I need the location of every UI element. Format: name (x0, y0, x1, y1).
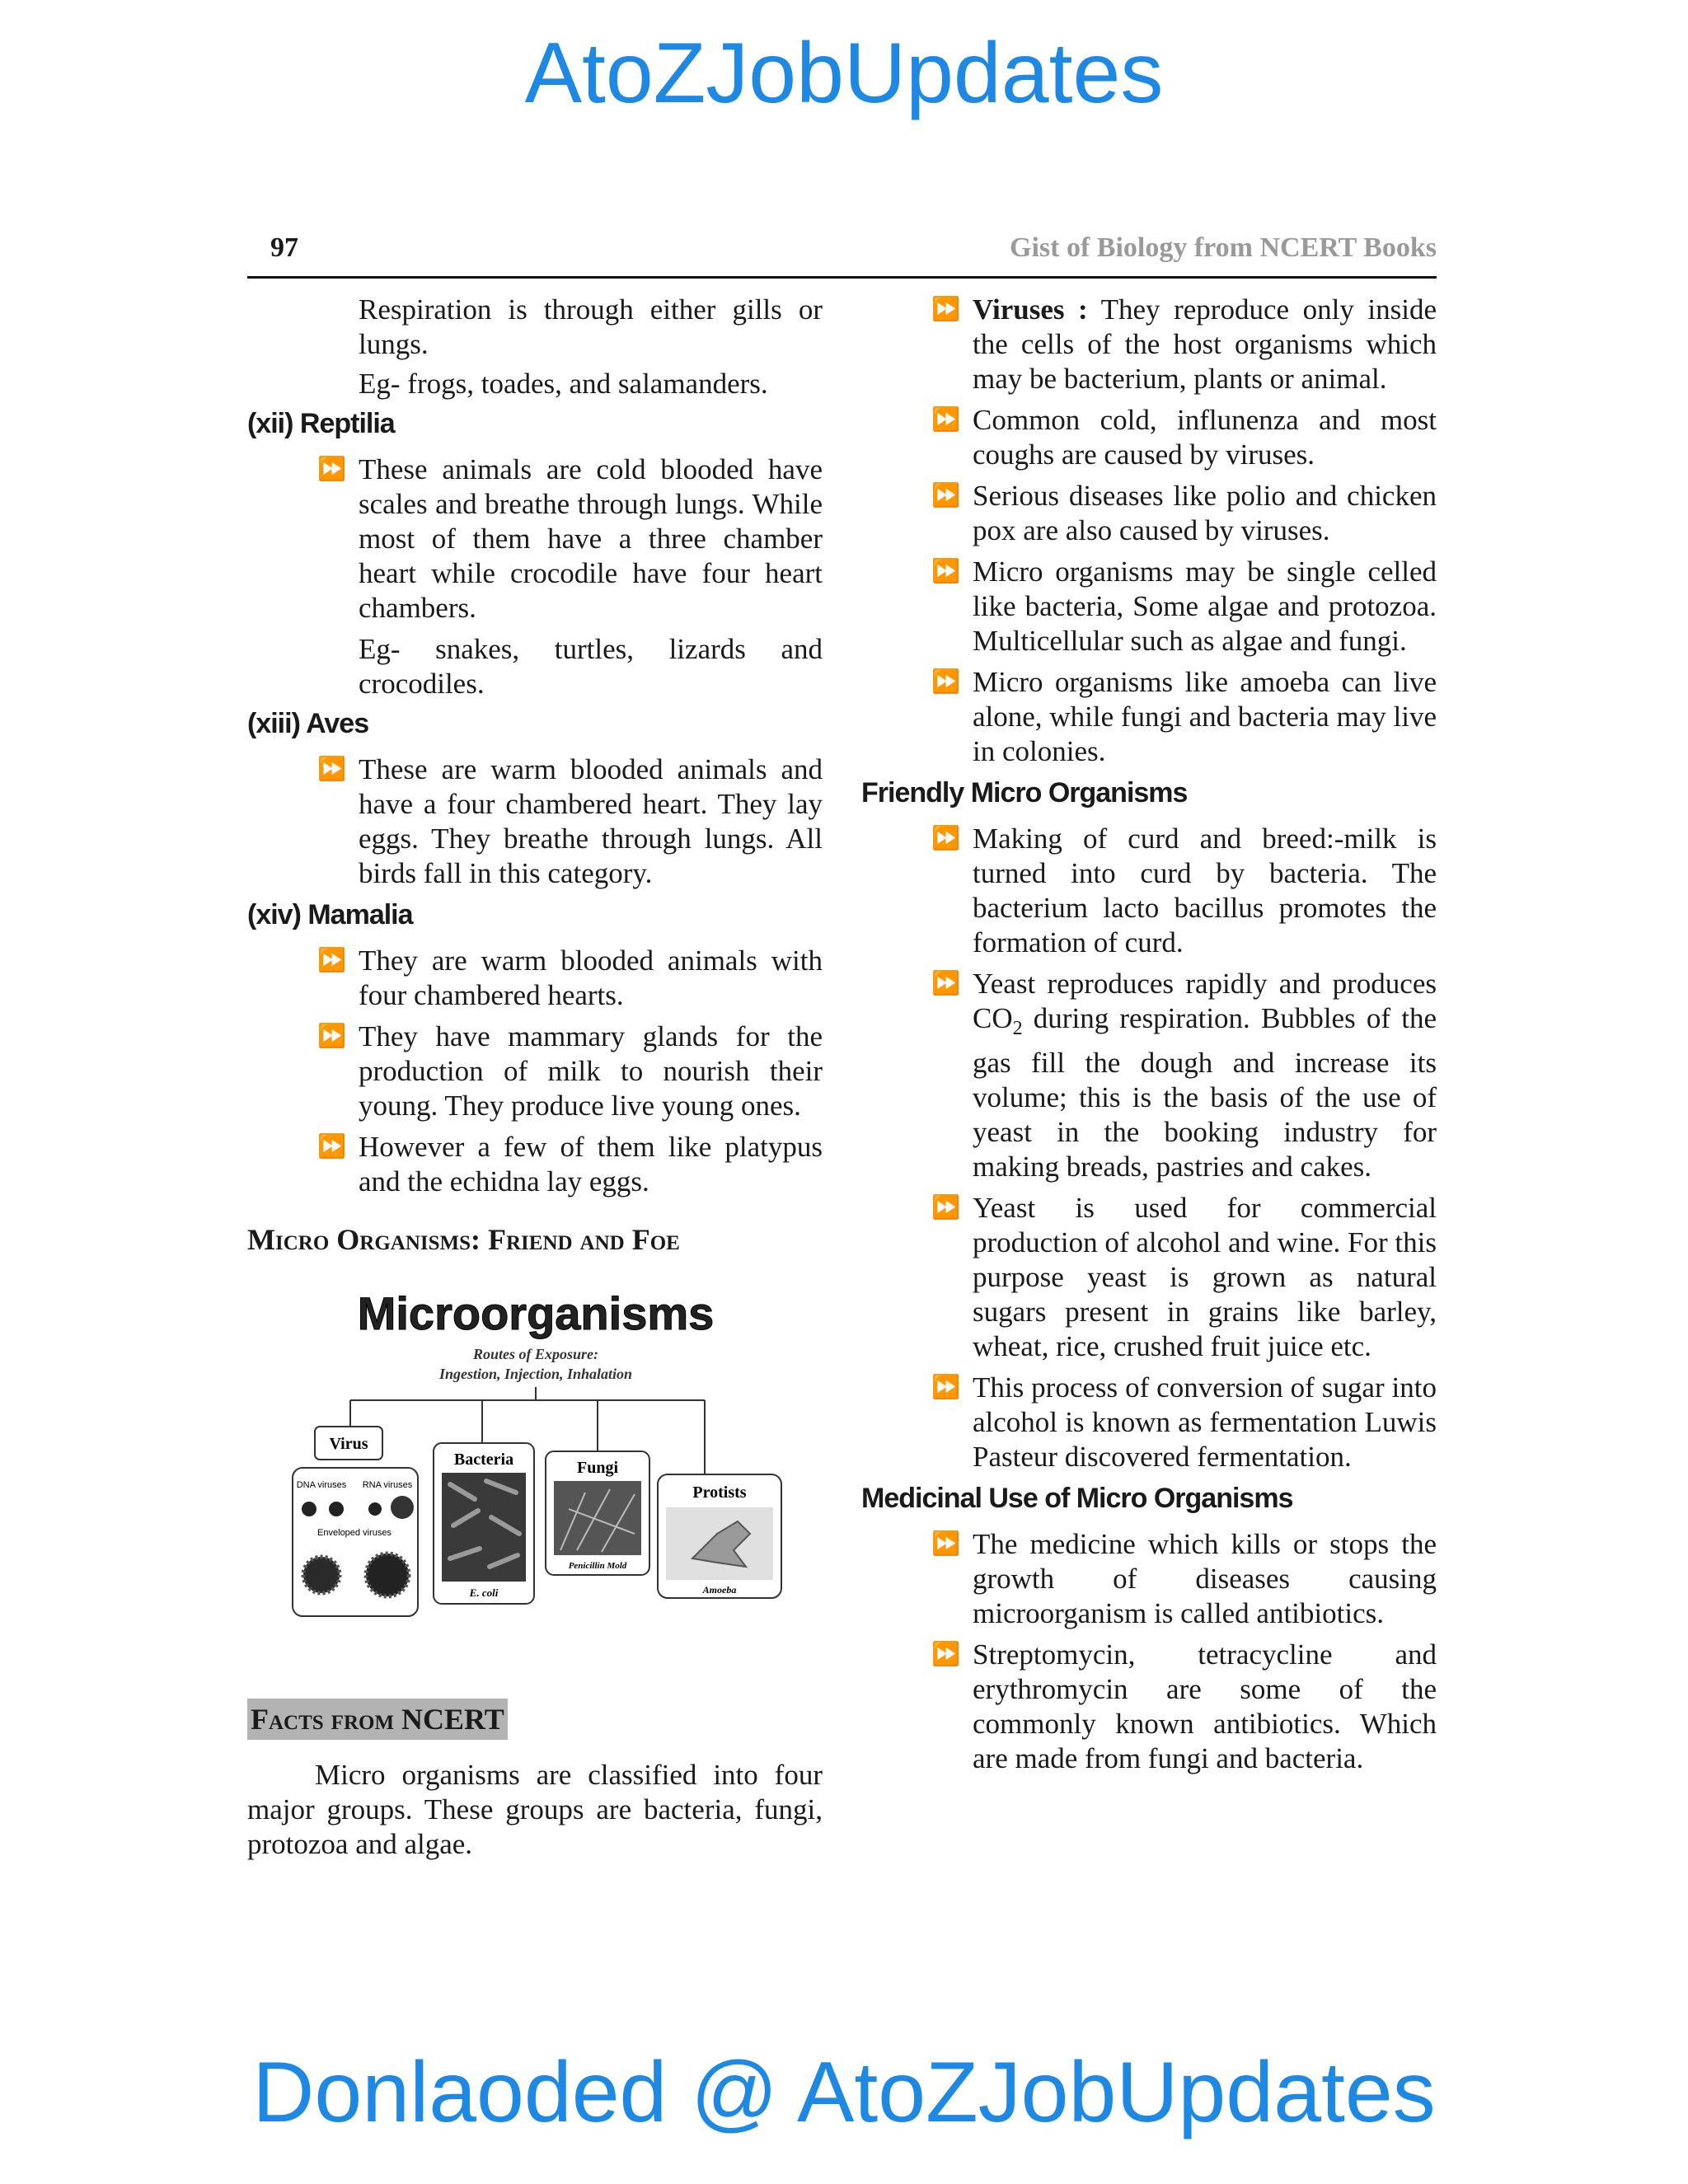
protists-caption: Amoeba (702, 1584, 737, 1596)
virus-label: Virus (329, 1435, 368, 1453)
right-column (861, 293, 1437, 1783)
enveloped-viruses-label: Enveloped viruses (317, 1528, 392, 1538)
bacteria-caption: E. coli (469, 1586, 499, 1599)
list-item: ⏩ These are warm blooded animals and have a four chambered heart. They lay eggs. They breathe through lungs. All birds fall in this category. (317, 753, 823, 889)
dna-viruses-label: DNA viruses (296, 1480, 347, 1490)
double-arrow-icon: ⏩ (931, 297, 960, 322)
diagram-title: Microorganisms (357, 1287, 715, 1339)
aves-heading: (xiii) Aves (247, 708, 369, 739)
double-arrow-icon: ⏩ (931, 559, 960, 584)
double-arrow-icon: ⏩ (931, 407, 960, 433)
list-item: ⏩ The medicine which kills or stops the growth of diseases causing microorganism is called antibiotics. (931, 1528, 1437, 1629)
virus-particle (302, 1502, 316, 1516)
virus-particle (368, 1502, 382, 1516)
mamalia-heading: (xiv) Mamalia (247, 899, 413, 930)
double-arrow-icon: ⏩ (931, 1531, 960, 1557)
double-arrow-icon: ⏩ (931, 669, 960, 695)
virus-particle (391, 1496, 414, 1519)
virus-particle (329, 1502, 344, 1516)
diagram-subtitle-1: Routes of Exposure: (472, 1346, 599, 1362)
double-arrow-icon: ⏩ (931, 1375, 960, 1400)
double-arrow-icon: ⏩ (317, 1134, 346, 1160)
list-item: ⏩ Micro organisms may be single celled like bacteria, Some algae and protozoa. Multicellular such as algae and fungi. (931, 555, 1437, 657)
diagram-subtitle-2: Ingestion, Injection, Inhalation (438, 1366, 633, 1382)
watermark-bottom: Donlaoded @ AtoZJobUpdates (252, 2045, 1436, 2140)
facts-text: Micro organisms are classified into four major groups. These groups are bacteria, fungi, protozoa and algae. (247, 1759, 823, 1860)
list-item: ⏩ They have mammary glands for the production of milk to nourish their young. They produce live young ones. (317, 1020, 823, 1122)
intro-line-1: Respiration is through either gills or lungs. (359, 293, 823, 360)
double-arrow-icon: ⏩ (317, 1024, 346, 1049)
fungi-label: Fungi (576, 1459, 619, 1477)
intro-line-2: Eg- frogs, toades, and salamanders. (359, 368, 768, 400)
list-item: ⏩ However a few of them like platypus and the echidna lay eggs. (317, 1131, 823, 1197)
list-item: ⏩ Yeast is used for commercial production of alcohol and wine. For this purpose yeast is grown as natural sugars present in grains like barley, wheat, rice, crushed fruit juice etc. (931, 1192, 1437, 1362)
watermark-top: AtoZJobUpdates (524, 26, 1164, 121)
double-arrow-icon: ⏩ (931, 1195, 960, 1221)
viruses-term: Viruses : (973, 293, 1088, 326)
list-item: ⏩ They are warm blooded animals with four chambered hearts. (317, 944, 823, 1011)
list-item: ⏩ These animals are cold blooded have scales and breathe through lungs. While most of them have a three chamber heart while crocodile have four heart chambers. (317, 453, 823, 624)
enveloped-virus (366, 1554, 409, 1596)
reptilia-example: Eg- snakes, turtles, lizards and crocodiles. (359, 633, 823, 700)
double-arrow-icon: ⏩ (317, 457, 346, 482)
rna-viruses-label: RNA viruses (362, 1480, 413, 1490)
friendly-heading: Friendly Micro Organisms (861, 777, 1188, 808)
list-item: ⏩ Viruses : They reproduce only inside the cells of the host organisms which may be bacterium, plants or animal. (931, 293, 1437, 395)
double-arrow-icon: ⏩ (931, 1642, 960, 1667)
enveloped-virus (303, 1557, 340, 1593)
double-arrow-icon: ⏩ (317, 948, 346, 973)
fungi-image (554, 1481, 641, 1555)
running-title: Gist of Biology from NCERT Books (1010, 232, 1437, 263)
list-item: ⏩ Common cold, influnenza and most coughs are caused by viruses. (931, 404, 1437, 471)
medicinal-heading: Medicinal Use of Micro Organisms (861, 1483, 1293, 1514)
list-item: ⏩ Streptomycin, tetracycline and erythromycin are some of the commonly known antibiotics. Which are made from fungi and bacteria. (931, 1638, 1437, 1774)
microorganisms-diagram (288, 1286, 783, 1641)
left-column (247, 293, 823, 1862)
list-item: ⏩ Yeast reproduces rapidly and produces $CO_2$ during respiration. Bubbles of the gas fill the dough and increase its volume; this is the basis of the use of yeast in the booking industry for making breads, pastries and cakes. (931, 968, 1437, 1183)
double-arrow-icon: ⏩ (931, 826, 960, 851)
list-item: ⏩ Micro organisms like amoeba can live alone, while fungi and bacteria may live in colonies. (931, 666, 1437, 767)
list-item: ⏩ Making of curd and breed:-milk is turned into curd by bacteria. The bacterium lacto bacillus promotes the formation of curd. (931, 823, 1437, 958)
header-rule (247, 276, 1437, 279)
list-item: ⏩ This process of conversion of sugar into alcohol is known as fermentation Luwis Pasteur discovered fermentation. (931, 1371, 1437, 1473)
page-number: 97 (270, 232, 298, 263)
bacteria-label: Bacteria (453, 1451, 514, 1469)
double-arrow-icon: ⏩ (317, 757, 346, 782)
facts-heading: Facts from NCERT (247, 1699, 508, 1740)
reptilia-heading: (xii) Reptilia (247, 408, 395, 439)
section-title: Micro Organisms: Friend and Foe (247, 1223, 680, 1256)
fungi-caption: Penicillin Mold (568, 1561, 627, 1571)
double-arrow-icon: ⏩ (931, 483, 960, 509)
double-arrow-icon: ⏩ (931, 971, 960, 996)
protists-label: Protists (692, 1483, 747, 1502)
list-item: ⏩ Serious diseases like polio and chicken pox are also caused by viruses. (931, 480, 1437, 546)
